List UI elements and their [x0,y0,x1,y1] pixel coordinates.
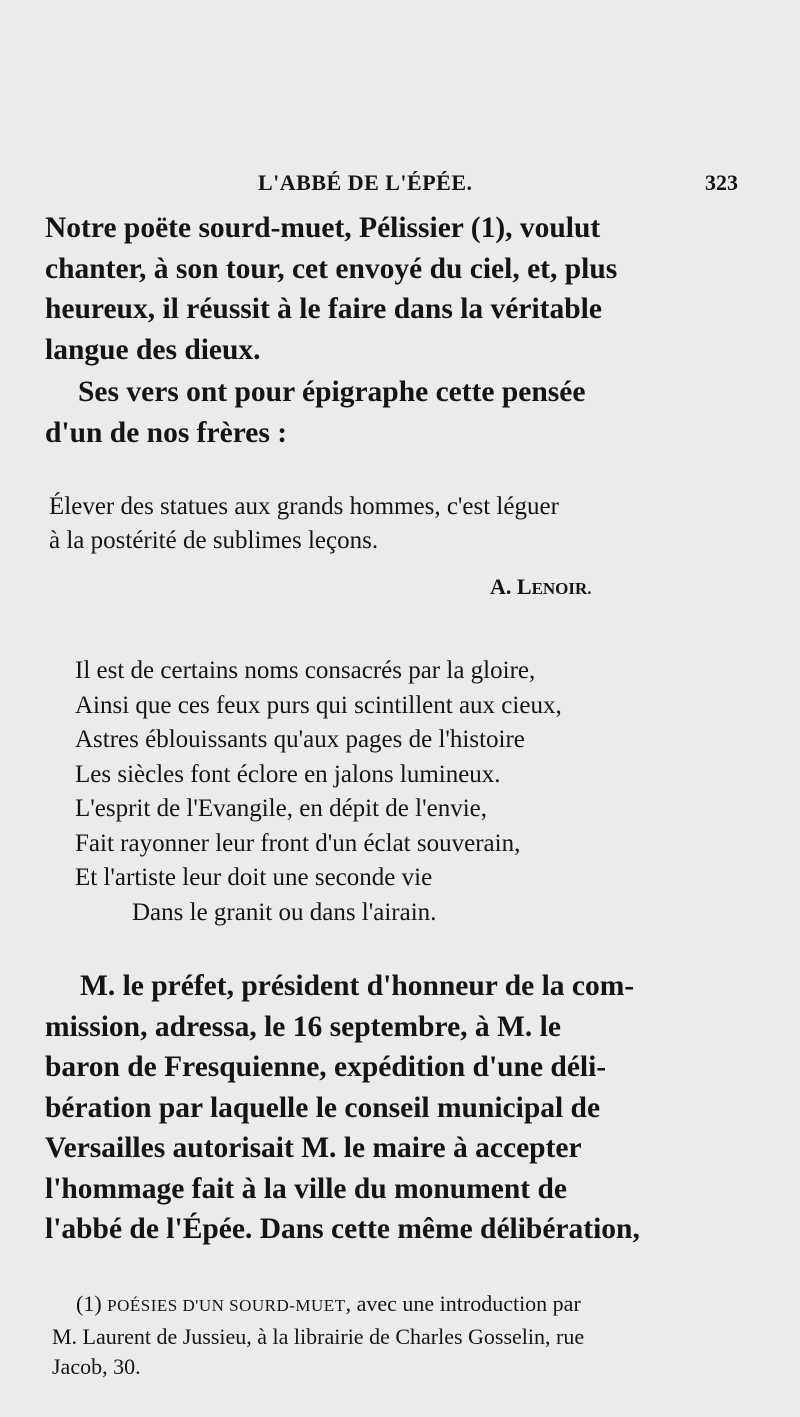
text-line: M. le préfet, président d'honneur de la com- [80,970,635,1002]
poem-line: Il est de certains noms consacrés par la gloire, [75,657,536,684]
epigraph-line: à la postérité de sublimes leçons. [49,527,379,554]
text-line: chanter, à son tour, cet envoyé du ciel, et, plus [45,252,618,285]
text-line: l'abbé de l'Épée. Dans cette même délibération, [45,1213,640,1245]
poem-line: Les siècles font éclore en jalons lumineux. [75,760,501,788]
paragraph-3 [45,966,750,1250]
footnote-line: Jacob, 30. [52,1354,141,1379]
epigraph-signature: A. LENOIR. [490,574,592,599]
poem-line: Et l'artiste leur doit une seconde vie [75,864,433,891]
text-line: Notre poëte sourd-muet, Pélissier (1), voulut [45,212,601,244]
paragraph-1 [45,208,750,370]
poem-line: Fait rayonner leur front d'un éclat souverain, [75,829,521,857]
poem-line: Dans le granit ou dans l'airain. [132,898,437,926]
footnote-marker: (1) [76,1291,108,1316]
poem-line: L'esprit de l'Evangile, en dépit de l'envie, [75,795,487,822]
text-line: d'un de nos frères : [45,416,288,449]
text-line: Versailles autorisait M. le maire à accepter [45,1132,582,1164]
text-line: langue des dieux. [45,333,261,366]
epigraph-line: Élever des statues aux grands hommes, c'est léguer [49,493,559,520]
text-line: heureux, il réussit à le faire dans la véritable [45,293,602,325]
footnote-work-title: POÉSIES D'UN SOURD-MUET [107,1296,346,1315]
text-line: bération par laquelle le conseil municipal de [45,1091,601,1124]
poem-line: Astres éblouissants qu'aux pages de l'histoire [75,726,525,753]
running-title: L'ABBÉ DE L'ÉPÉE. [258,170,473,195]
text-line: mission, adressa, le 16 septembre, à M. le [45,1010,561,1043]
running-header [0,170,800,210]
epigraph [45,490,750,558]
text-line: baron de Fresquienne, expédition d'une déli- [45,1051,607,1083]
footnote-line: M. Laurent de Jussieu, à la librairie de Charles Gosselin, rue [52,1323,585,1349]
footnote [52,1289,752,1383]
footnote-line: (1) POÉSIES D'UN SOURD-MUET, avec une introduction par [76,1291,581,1316]
text-line: l'hommage fait à la ville du monument de [45,1172,567,1205]
poem [75,654,755,930]
text-line: Ses vers ont pour épigraphe cette pensée [78,376,586,408]
paragraph-2 [45,372,750,453]
page-number: 323 [705,170,738,195]
poem-line: Ainsi que ces feux purs qui scintillent aux cieux, [75,691,562,719]
